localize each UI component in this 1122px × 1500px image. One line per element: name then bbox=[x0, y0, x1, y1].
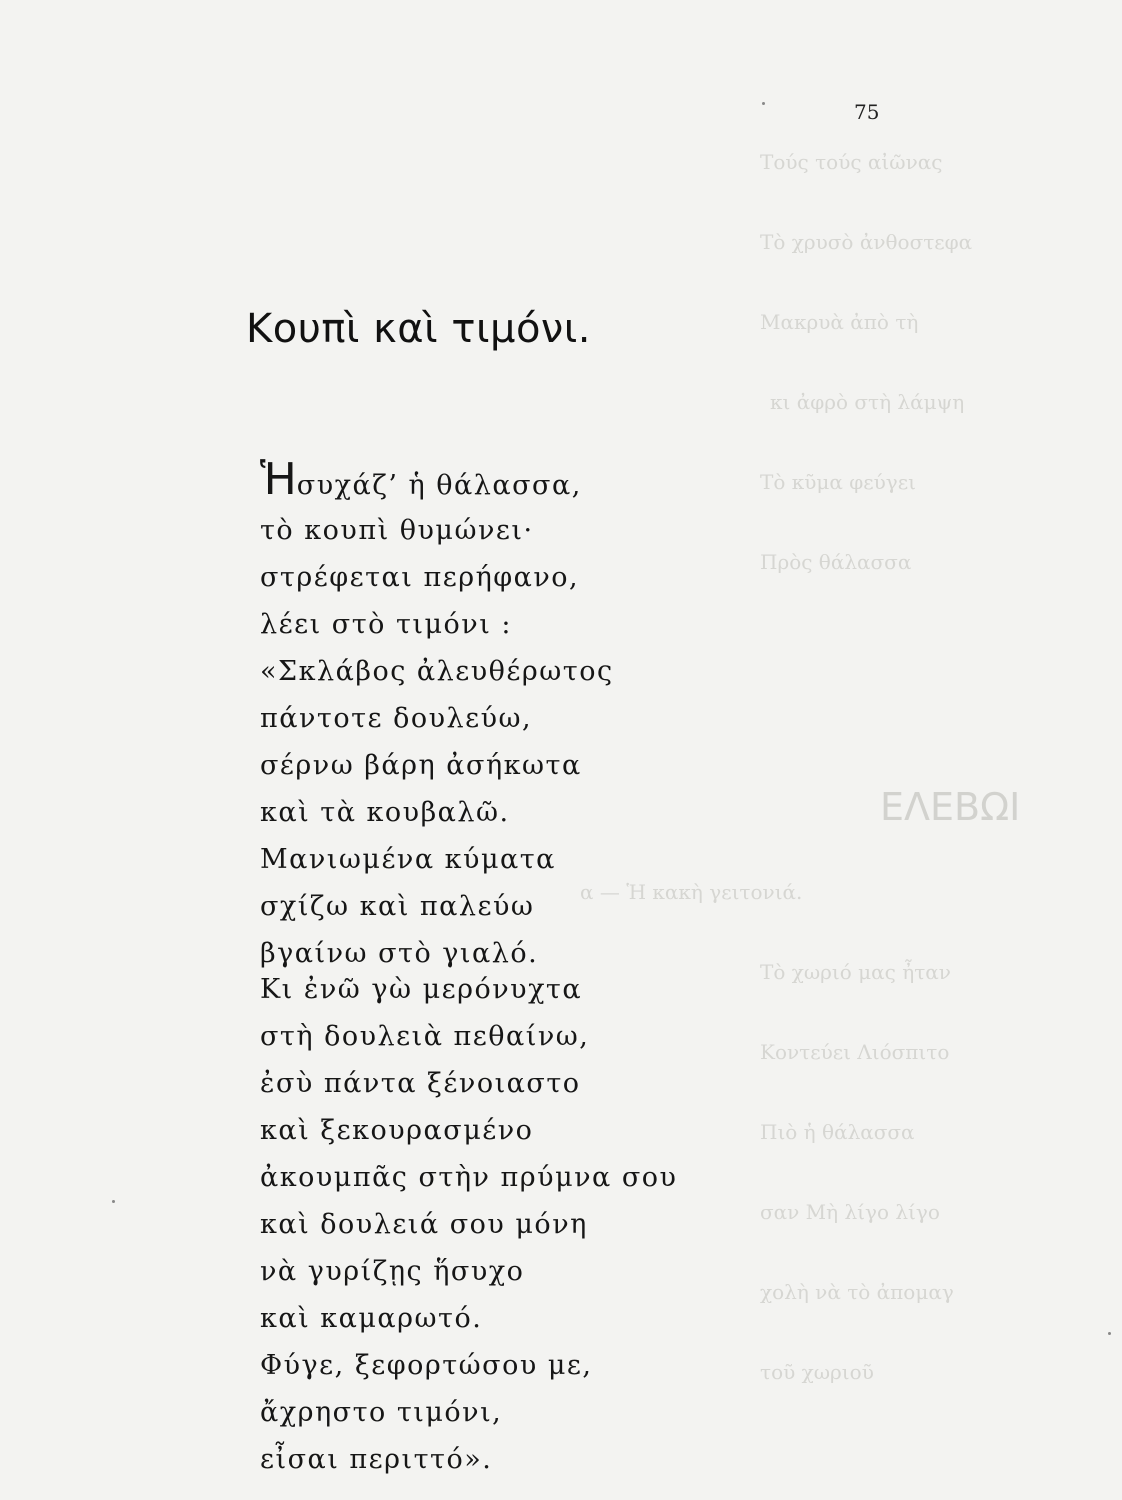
bleed-through-heading: ΕΛΕΒΩΙ bbox=[880, 785, 1021, 829]
bleed-through-text: Κοντεύει Λιόσπιτο bbox=[760, 1040, 950, 1064]
first-line-text: συχάζ’ ἡ θάλασσα, bbox=[296, 470, 582, 501]
bleed-through-text: Πρὸς θάλασσα bbox=[760, 550, 912, 574]
poem-line: πάντοτε δουλεύω, bbox=[260, 703, 533, 734]
poem-line: ἄχρηστο τιμόνι, bbox=[260, 1397, 503, 1428]
bleed-through-text: σαν Μὴ λίγο λίγο bbox=[760, 1200, 940, 1224]
stanza-two bbox=[260, 966, 677, 1483]
poem-line: καὶ δουλειά σου μόνη bbox=[260, 1209, 588, 1240]
poem-line: σέρνω βάρη ἀσήκωτα bbox=[260, 750, 582, 781]
poem-line: Φύγε, ξεφορτώσου με, bbox=[260, 1350, 593, 1381]
poem-line: τὸ κουπὶ θυμώνει· bbox=[260, 515, 534, 546]
poem-line: «Σκλάβος ἀλευθέρωτος bbox=[260, 656, 614, 687]
bleed-through-text: κι ἀφρὸ στὴ λάμψη bbox=[770, 390, 965, 414]
poem-line: Μανιωμένα κύματα bbox=[260, 844, 556, 875]
poem-line: καὶ ξεκουρασμένο bbox=[260, 1115, 534, 1146]
poem-line: ἀκουμπᾶς στὴν πρύμνα σου bbox=[260, 1162, 678, 1193]
bleed-through-text: Μακρυὰ ἀπὸ τὴ bbox=[760, 310, 919, 334]
paper-speck bbox=[1108, 1332, 1111, 1335]
poem-line: βγαίνω στὸ γιαλό. bbox=[260, 938, 539, 969]
page-number: 75 bbox=[854, 100, 880, 124]
bleed-through-text: Τὸ κῦμα φεύγει bbox=[760, 470, 916, 494]
paper-speck bbox=[112, 1200, 115, 1203]
stanza-one bbox=[260, 454, 614, 977]
paper-speck bbox=[762, 102, 765, 105]
bleed-through-text: τοῦ χωριοῦ bbox=[760, 1360, 874, 1384]
bleed-through-text: χολὴ νὰ τὸ ἀπομαγ bbox=[760, 1280, 954, 1304]
drop-cap: Ἡ bbox=[260, 454, 297, 505]
poem-line: στὴ δουλειὰ πεθαίνω, bbox=[260, 1021, 590, 1052]
bleed-through-text: Πιὸ ἡ θάλασσα bbox=[760, 1120, 915, 1144]
poem-line: καὶ τὰ κουβαλῶ. bbox=[260, 797, 510, 828]
poem-line: Κι ἐνῶ γὼ μερόνυχτα bbox=[260, 974, 583, 1005]
poem-line: ἐσὺ πάντα ξένοιαστο bbox=[260, 1068, 581, 1099]
bleed-through-text: Τὸ χρυσὸ ἀνθοστεφα bbox=[760, 230, 973, 254]
bleed-through-text: Τὸ χωριό μας ἦταν bbox=[760, 960, 951, 984]
poem-line: στρέφεται περήφανο, bbox=[260, 562, 580, 593]
first-line bbox=[260, 454, 614, 507]
poem-title: Κουπὶ καὶ τιμόνι. bbox=[246, 306, 592, 352]
poem-line: καὶ καμαρωτό. bbox=[260, 1303, 483, 1334]
poem-line: σχίζω καὶ παλεύω bbox=[260, 891, 535, 922]
bleed-through-text: α — Ἡ κακὴ γειτονιά. bbox=[580, 880, 803, 904]
poem-line: νὰ γυρίζῃς ἥσυχο bbox=[260, 1256, 525, 1287]
bleed-through-text: Τούς τούς αἰῶνας bbox=[760, 150, 943, 174]
poem-line: λέει στὸ τιμόνι : bbox=[260, 609, 512, 640]
poem-line: εἶσαι περιττό». bbox=[260, 1444, 493, 1475]
